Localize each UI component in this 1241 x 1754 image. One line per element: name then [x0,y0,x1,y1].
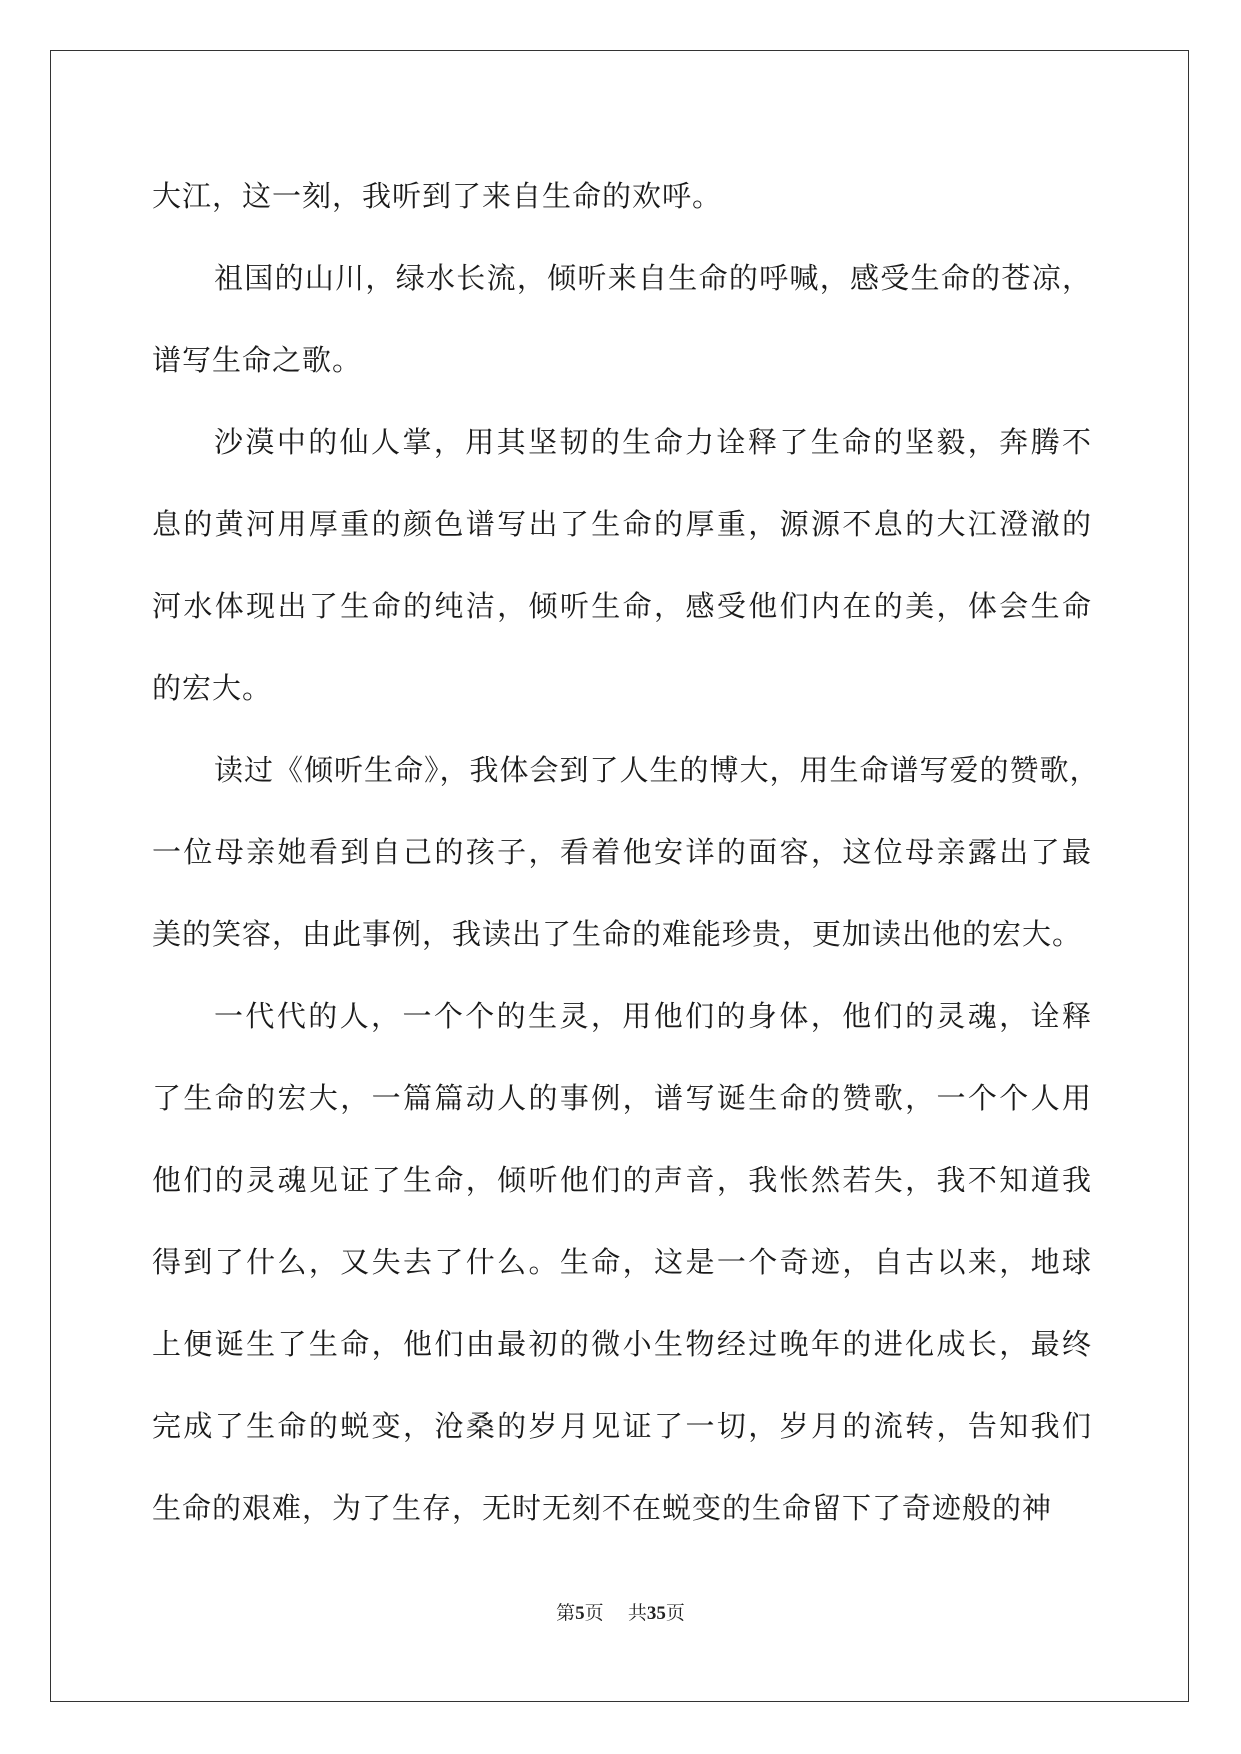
text-line: 了生命的宏大，一篇篇动人的事例，谱写诞生命的赞歌，一个个人用 [152,1081,1092,1115]
paragraph [152,155,1092,237]
footer-page-suffix: 页 [584,1602,604,1624]
text-line: 一位母亲她看到自己的孩子，看着他安详的面容，这位母亲露出了最 [152,835,1092,869]
text-line: 完成了生命的蜕变，沧桑的岁月见证了一切，岁月的流转，告知我们 [152,1409,1092,1443]
footer-total-prefix: 共 [627,1602,647,1624]
footer-total-suffix: 页 [665,1602,685,1624]
text-line: 息的黄河用厚重的颜色谱写出了生命的厚重，源源不息的大江澄澈的 [152,507,1092,541]
text-line: 美的笑容，由此事例，我读出了生命的难能珍贵，更加读出他的宏大。 [152,917,1083,951]
text-line: 谱写生命之歌。 [152,343,363,377]
current-page-number: 5 [575,1603,585,1624]
text-line: 沙漠中的仙人掌，用其坚韧的生命力诠释了生命的坚毅，奔腾不 [214,425,1092,459]
paragraph [152,975,1092,1549]
text-line: 祖国的山川，绿水长流，倾听来自生命的呼喊，感受生命的苍凉， [214,261,1092,295]
text-line: 上便诞生了生命，他们由最初的微小生物经过晚年的进化成长，最终 [152,1327,1092,1361]
text-line: 生命的艰难，为了生存，无时无刻不在蜕变的生命留下了奇迹般的神 [152,1491,1053,1525]
paragraph [152,401,1092,729]
text-line: 一代代的人，一个个的生灵，用他们的身体，他们的灵魂，诠释 [214,999,1092,1033]
text-line: 大江，这一刻，我听到了来自生命的欢呼。 [152,179,723,213]
text-line: 读过《倾听生命》，我体会到了人生的博大，用生命谱写爱的赞歌， [214,753,1100,787]
text-line: 他们的灵魂见证了生命，倾听他们的声音，我怅然若失，我不知道我 [152,1163,1092,1197]
paragraph [152,237,1092,401]
text-line: 得到了什么，又失去了什么。生命，这是一个奇迹，自古以来，地球 [152,1245,1092,1279]
text-line: 河水体现出了生命的纯洁，倾听生命，感受他们内在的美，体会生命 [152,589,1092,623]
total-page-count: 35 [646,1603,666,1624]
text-line: 的宏大。 [152,671,273,705]
document-body [152,155,1100,1549]
paragraph [152,729,1100,975]
footer-prefix: 第 [556,1602,576,1624]
page-footer [0,1598,1241,1625]
